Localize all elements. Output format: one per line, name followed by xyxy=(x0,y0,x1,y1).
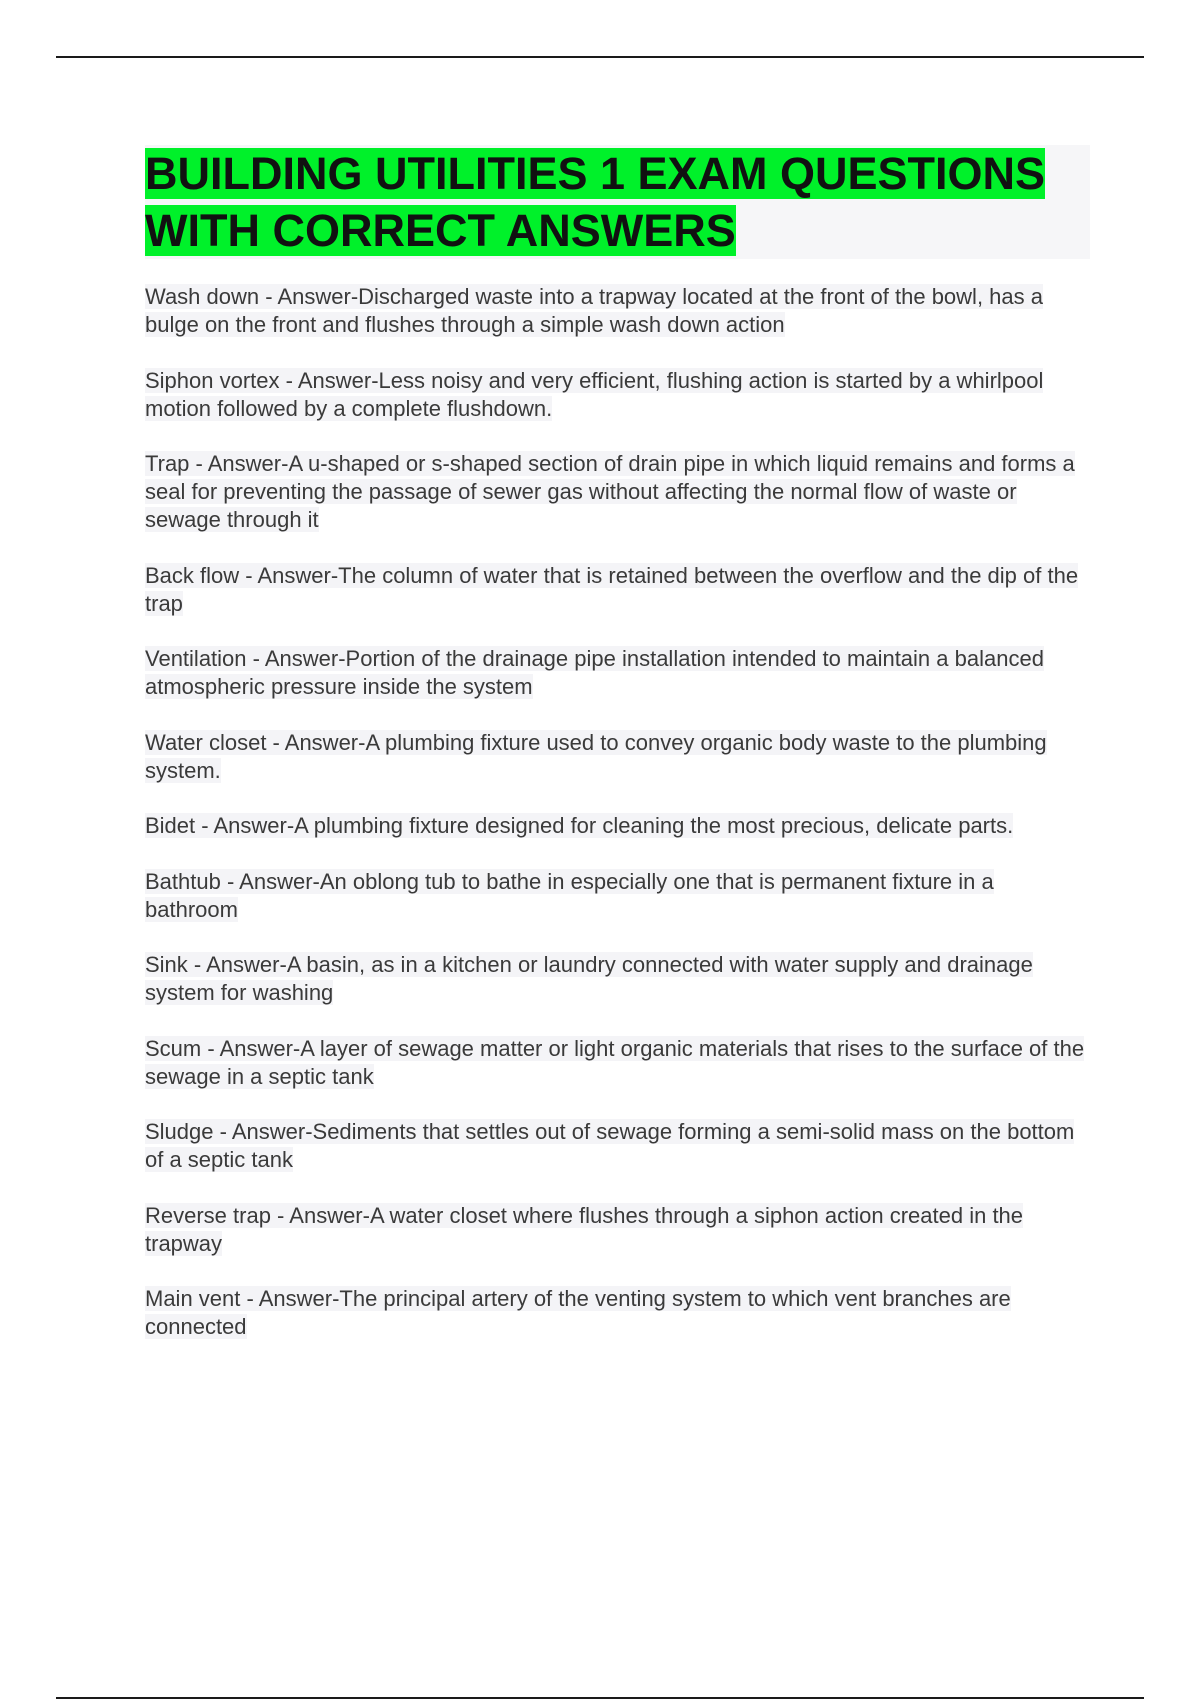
document-body xyxy=(145,145,1090,1369)
qa-item-wash-down: Wash down - Answer-Discharged waste into a trapway located at the front of the bowl, has a bulge on the front and flushes through a simple wash down action xyxy=(145,284,1043,337)
qa-item-sink: Sink - Answer-A basin, as in a kitchen or laundry connected with water supply and drainage system for washing xyxy=(145,952,1033,1005)
top-rule xyxy=(56,56,1144,58)
qa-item-reverse-trap: Reverse trap - Answer-A water closet where flushes through a siphon action created in the trapway xyxy=(145,1202,1024,1256)
qa-item-ventilation: Ventilation - Answer-Portion of the drainage pipe installation intended to maintain a balanced atmospheric pressure inside the system xyxy=(145,646,1044,699)
qa-item-sludge: Sludge - Answer-Sediments that settles out of sewage forming a semi-solid mass on the bottom of a septic tank xyxy=(145,1119,1075,1172)
qa-item-bathtub: Bathtub - Answer-An oblong tub to bathe in especially one that is permanent fixture in a bathroom xyxy=(145,868,994,922)
qa-item-scum: Scum - Answer-A layer of sewage matter or light organic materials that rises to the surface of the sewage in a septic tank xyxy=(145,1035,1085,1089)
bottom-rule xyxy=(56,1697,1144,1699)
qa-item-main-vent: Main vent - Answer-The principal artery of the venting system to which vent branches are connected xyxy=(145,1286,1011,1339)
qa-list xyxy=(145,283,1090,1341)
qa-item-trap: Trap - Answer-A u-shaped or s-shaped section of drain pipe in which liquid remains and forms a seal for preventing the passage of sewer gas without affecting the normal flow of waste or sewage through it xyxy=(145,451,1075,532)
qa-item-back-flow: Back flow - Answer-The column of water that is retained between the overflow and the dip of the trap xyxy=(145,562,1079,616)
document-title-text: BUILDING UTILITIES 1 EXAM QUESTIONS WITH CORRECT ANSWERS xyxy=(145,148,1046,256)
document-title xyxy=(145,145,1090,259)
qa-item-siphon-vortex: Siphon vortex - Answer-Less noisy and very efficient, flushing action is started by a whirlpool motion followed by a complete flushdown. xyxy=(145,367,1044,421)
qa-item-water-closet: Water closet - Answer-A plumbing fixture used to convey organic body waste to the plumbing system. xyxy=(145,729,1047,783)
title-block xyxy=(145,145,1090,259)
qa-item-bidet: Bidet - Answer-A plumbing fixture designed for cleaning the most precious, delicate parts. xyxy=(145,813,1014,838)
